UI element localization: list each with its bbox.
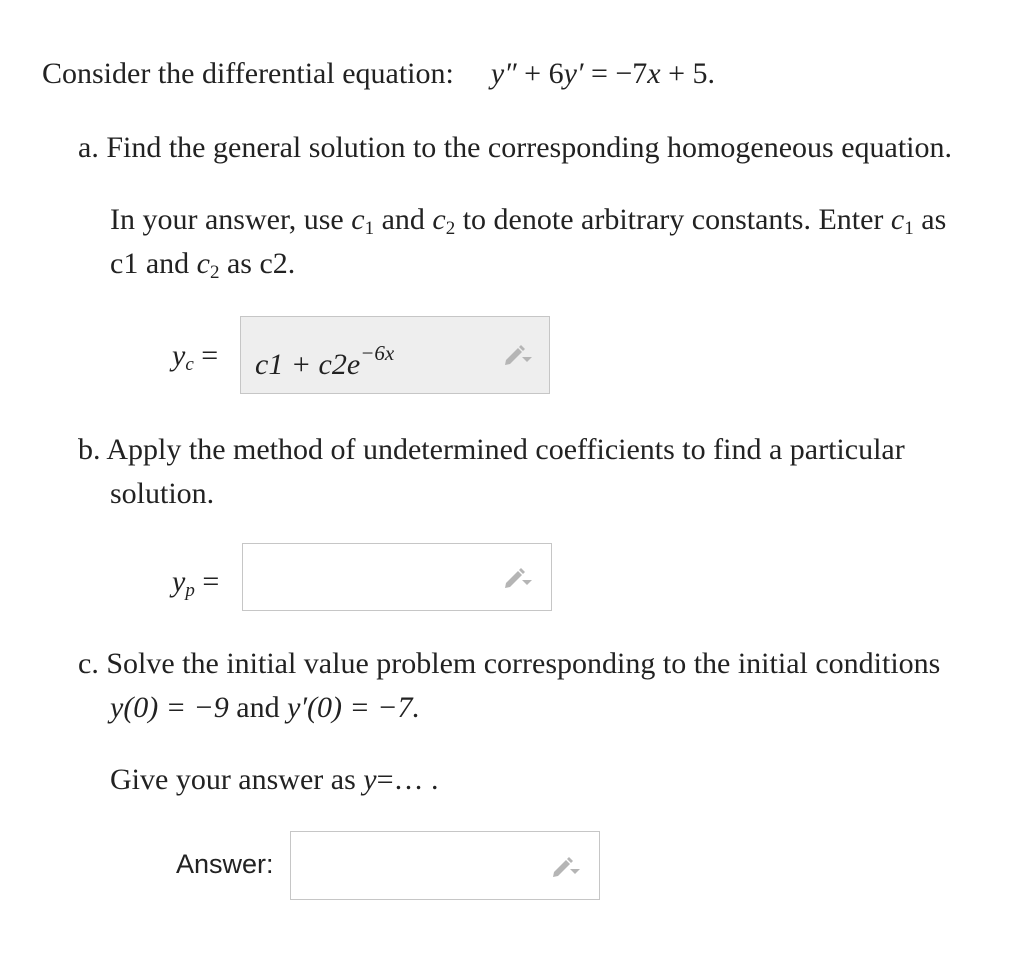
- part-c-instruction: [110, 758, 439, 802]
- pencil-edit-icon[interactable]: [503, 566, 533, 588]
- equation-rhs-coef: −7: [615, 57, 648, 90]
- equation-plus-1: +: [524, 57, 542, 90]
- instr-as: as: [921, 203, 947, 236]
- part-b-heading: [78, 428, 905, 472]
- yc-sub: c: [185, 354, 194, 375]
- instr-y: y: [363, 763, 377, 796]
- part-c-label: c.: [78, 647, 99, 680]
- yp-answer-field[interactable]: [242, 543, 552, 611]
- yc-term: c1 + c2e: [255, 348, 361, 381]
- part-a-text: Find the general solution to the corresponding homogeneous equation.: [106, 131, 952, 164]
- c1-symbol-b: $c_1$: [890, 203, 914, 239]
- equation-rhs-const: 5.: [692, 57, 716, 90]
- condition-and: and: [236, 691, 280, 724]
- ivp-answer-field[interactable]: [290, 831, 600, 900]
- condition-2: y′(0) = −7.: [287, 691, 420, 724]
- part-a-heading: [78, 126, 952, 170]
- yc-answer-field[interactable]: [240, 316, 550, 394]
- equation-y-prime: y′: [563, 57, 584, 90]
- equation-coefficient: 6: [548, 57, 564, 90]
- condition-1: y(0) = −9: [110, 691, 229, 724]
- c1-symbol: $c_1$: [351, 203, 375, 239]
- instr-text: In your answer, use: [110, 203, 344, 236]
- yc-label: [172, 334, 218, 387]
- yc-var: y: [172, 339, 186, 372]
- answer-label: Answer:: [176, 849, 274, 879]
- part-b-text-2: solution.: [110, 477, 215, 510]
- part-c-conditions: [110, 686, 420, 730]
- part-b-text-1: Apply the method of undetermined coefficients to find a particular: [106, 433, 905, 466]
- instr-text-4: as c2.: [226, 247, 296, 280]
- part-c-text-1: Solve the initial value problem corresponding to the initial conditions: [106, 647, 941, 680]
- instr-text-2: to denote arbitrary constants. Enter: [462, 203, 884, 236]
- pencil-edit-icon[interactable]: [503, 343, 533, 365]
- c2-symbol: $c_2$: [432, 203, 456, 239]
- equation-rhs-x: x: [647, 57, 661, 90]
- yc-answer-value: [255, 333, 394, 385]
- intro-text: Consider the differential equation:: [42, 57, 454, 90]
- part-c-heading: [78, 642, 940, 686]
- yp-sub: p: [185, 580, 195, 601]
- yp-equals: =: [202, 565, 220, 598]
- yc-equals: =: [201, 339, 219, 372]
- equation-equals: =: [590, 57, 608, 90]
- yp-label: [172, 560, 219, 613]
- yp-var: y: [172, 565, 186, 598]
- problem-statement: [42, 52, 715, 96]
- equation-plus-2: +: [668, 57, 686, 90]
- part-a-label: a.: [78, 131, 99, 164]
- instr-text-3: c1 and: [110, 247, 190, 280]
- equation-y-double-prime: y″: [490, 57, 517, 90]
- yc-exponent: −6x: [360, 341, 395, 365]
- part-a-instructions-line2: [110, 242, 295, 295]
- c2-symbol-b: $c_2$: [196, 247, 220, 283]
- part-b-label: b.: [78, 433, 101, 466]
- instr-give: Give your answer as: [110, 763, 356, 796]
- part-b-heading-2: [110, 472, 214, 516]
- instr-equals: =… .: [376, 763, 439, 796]
- pencil-edit-icon[interactable]: [551, 855, 581, 877]
- instr-and: and: [381, 203, 425, 236]
